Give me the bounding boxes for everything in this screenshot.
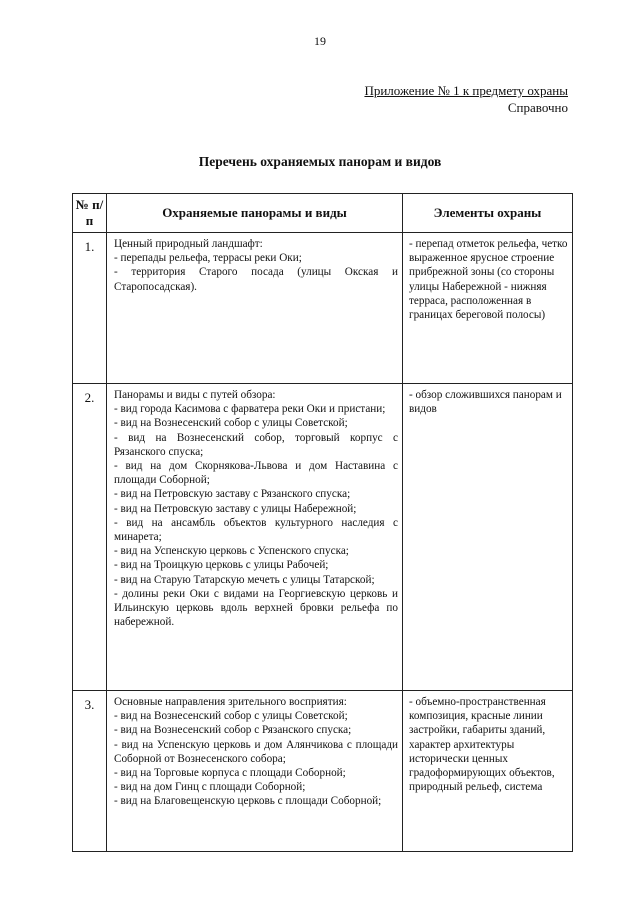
row-elements: - объемно-пространственная композиция, красные линии застройки, габариты зданий, характер архитектуры исторически ценных градоформирующих объектов, природный рельеф, система — [403, 691, 573, 852]
panorama-item: - перепады рельефа, террасы реки Оки; — [114, 252, 302, 265]
row-number: 1. — [73, 233, 107, 384]
header-panoramas: Охраняемые панорамы и виды — [107, 194, 403, 233]
panorama-item: - долины реки Оки с видами на Георгиевскую церковь и Ильинскую церковь вдоль верхней бровки рельефа по набережной. — [114, 587, 398, 629]
row-number: 2. — [73, 384, 107, 691]
row-elements: - перепад отметок рельефа, четко выраженное ярусное строение прибрежной зоны (со стороны улицы Набережной - нижняя терраса, расположенная в границах береговой полосы) — [403, 233, 573, 384]
table-row — [73, 691, 573, 852]
table-row — [73, 233, 573, 384]
panorama-item: - вид на Старую Татарскую мечеть с улицы Татарской; — [114, 573, 375, 586]
document-title: Перечень охраняемых панорам и видов — [198, 154, 442, 169]
appendix-title: Приложение № 1 к предмету охраны — [364, 83, 568, 98]
panorama-item: - вид на дом Скорнякова-Львова и дом Наставина с площади Соборной; — [114, 460, 398, 487]
panorama-item: - вид на Вознесенский собор с улицы Советской; — [114, 417, 348, 430]
row-panoramas — [107, 233, 403, 384]
panoramas-title: Основные направления зрительного восприятия: — [114, 696, 347, 708]
row-panoramas — [107, 691, 403, 852]
panorama-item: - вид на Вознесенский собор, торговый корпус с Рязанского спуска; — [114, 431, 398, 458]
panoramas-table — [72, 193, 573, 852]
appendix-note — [364, 82, 568, 116]
row-elements: - обзор сложившихся панорам и видов — [403, 384, 573, 691]
panoramas-title: Ценный природный ландшафт: — [114, 238, 263, 250]
panorama-item: - вид на ансамбль объектов культурного наследия с минарета; — [114, 516, 398, 544]
table-header-row — [73, 194, 573, 233]
panorama-item: - вид на Вознесенский собор с улицы Советской; — [114, 710, 348, 723]
header-number: № п/п — [73, 194, 107, 233]
panorama-item: - территория Старого посада (улицы Окская и Старопосадская). — [114, 266, 398, 293]
panorama-item: - вид на Троицкую церковь с улицы Рабочей; — [114, 559, 329, 572]
panorama-item: - вид города Касимова с фарватера реки Оки и пристани; — [114, 403, 386, 416]
row-number: 3. — [73, 691, 107, 852]
panorama-item: - вид на Вознесенский собор с Рязанского спуска; — [114, 724, 352, 737]
row-panoramas — [107, 384, 403, 691]
panorama-item: - вид на дом Гинц с площади Соборной; — [114, 781, 306, 794]
panorama-item: - вид на Успенскую церковь и дом Алянчикова с площади Соборной от Вознесенского собора; — [114, 738, 398, 765]
header-elements: Элементы охраны — [403, 194, 573, 233]
panorama-item: - вид на Благовещенскую церковь с площади Соборной; — [114, 795, 382, 808]
panoramas-title: Панорамы и виды с путей обзора: — [114, 389, 276, 401]
panorama-item: - вид на Петровскую заставу с Рязанского спуска; — [114, 488, 351, 501]
panorama-item: - вид на Торговые корпуса с площади Соборной; — [114, 767, 346, 780]
panorama-item: - вид на Петровскую заставу с улицы Набережной; — [114, 502, 357, 515]
page-number: 19 — [314, 34, 326, 48]
table-row — [73, 384, 573, 691]
panorama-item: - вид на Успенскую церковь с Успенского спуска; — [114, 545, 349, 558]
appendix-reference-label: Справочно — [507, 100, 568, 115]
